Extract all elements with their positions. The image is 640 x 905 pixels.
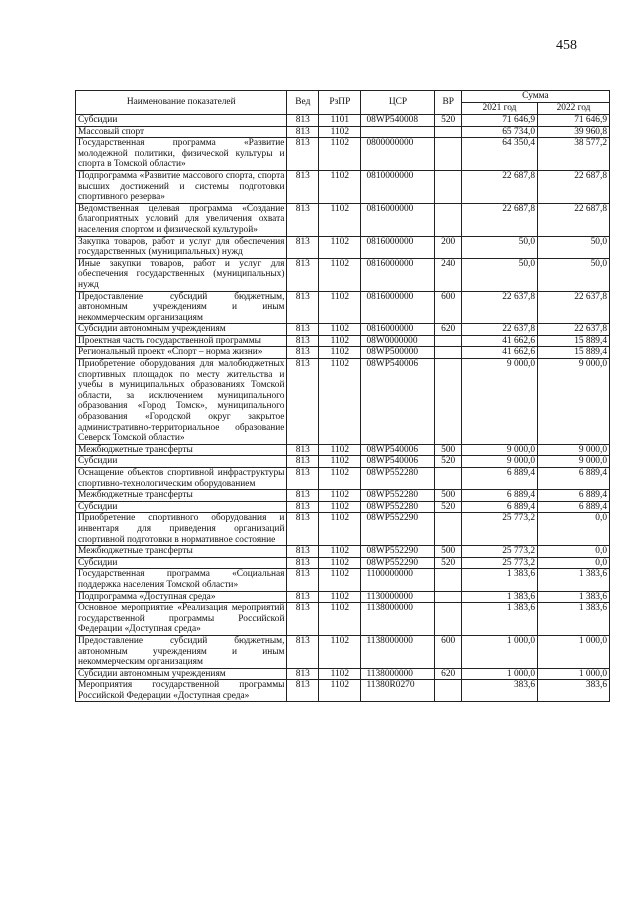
cell-sum-2022: 0,0 — [538, 557, 610, 569]
cell-sum-2021: 64 350,4 — [461, 138, 537, 171]
cell-name: Оснащение объектов спортивной инфраструктуры спортивно-технологическим оборудованием — [76, 468, 287, 490]
cell-csr: 0810000000 — [361, 170, 435, 203]
cell-vr: 520 — [435, 115, 461, 127]
cell-csr: 11380R0270 — [361, 680, 435, 702]
cell-csr: 0816000000 — [361, 236, 435, 258]
cell-name: Субсидии — [76, 115, 287, 127]
cell-rzpr: 1102 — [319, 501, 361, 513]
cell-rzpr: 1102 — [319, 203, 361, 236]
cell-name: Государственная программа «Развитие молодежной политики, физической культуры и спорта в Томской области» — [76, 138, 287, 171]
cell-sum-2021: 6 889,4 — [461, 468, 537, 490]
cell-csr: 0816000000 — [361, 291, 435, 324]
cell-sum-2021: 25 773,2 — [461, 546, 537, 558]
cell-ved: 813 — [287, 324, 319, 336]
cell-rzpr: 1102 — [319, 635, 361, 668]
cell-ved: 813 — [287, 557, 319, 569]
cell-vr: 520 — [435, 557, 461, 569]
table-row — [76, 456, 610, 468]
cell-rzpr: 1102 — [319, 170, 361, 203]
table-header — [76, 91, 610, 115]
page-number: 458 — [556, 38, 577, 53]
cell-ved: 813 — [287, 115, 319, 127]
cell-sum-2022: 6 889,4 — [538, 490, 610, 502]
table-row — [76, 236, 610, 258]
cell-sum-2022: 50,0 — [538, 236, 610, 258]
cell-sum-2021: 9 000,0 — [461, 444, 537, 456]
cell-sum-2021: 22 687,8 — [461, 170, 537, 203]
table-row — [76, 203, 610, 236]
cell-csr: 08WP540006 — [361, 444, 435, 456]
table-row — [76, 324, 610, 336]
cell-sum-2021: 6 889,4 — [461, 501, 537, 513]
cell-vr — [435, 468, 461, 490]
cell-vr: 500 — [435, 546, 461, 558]
cell-rzpr: 1101 — [319, 115, 361, 127]
cell-sum-2021: 22 637,8 — [461, 291, 537, 324]
header-vr: ВР — [435, 91, 461, 115]
table-row — [76, 115, 610, 127]
cell-name: Субсидии — [76, 557, 287, 569]
cell-rzpr: 1102 — [319, 468, 361, 490]
table-row — [76, 170, 610, 203]
table-row — [76, 138, 610, 171]
table-row — [76, 490, 610, 502]
cell-vr: 520 — [435, 456, 461, 468]
cell-sum-2022: 15 889,4 — [538, 335, 610, 347]
cell-name: Подпрограмма «Развитие массового спорта, спорта высших достижений и системы подготовки спортивного резерва» — [76, 170, 287, 203]
table-row — [76, 603, 610, 636]
cell-ved: 813 — [287, 490, 319, 502]
cell-sum-2021: 41 662,6 — [461, 335, 537, 347]
cell-csr: 0816000000 — [361, 258, 435, 291]
cell-csr: 08W0000000 — [361, 335, 435, 347]
header-sum: Сумма — [461, 91, 609, 103]
table-row — [76, 468, 610, 490]
table-row — [76, 569, 610, 591]
cell-name: Государственная программа «Социальная поддержка населения Томской области» — [76, 569, 287, 591]
cell-sum-2022: 1 000,0 — [538, 668, 610, 680]
cell-rzpr: 1102 — [319, 513, 361, 546]
cell-sum-2021: 1 000,0 — [461, 668, 537, 680]
cell-name: Субсидии — [76, 456, 287, 468]
cell-rzpr: 1102 — [319, 546, 361, 558]
cell-name: Основное мероприятие «Реализация мероприятий государственной программы Российской Федерации «Доступная среда» — [76, 603, 287, 636]
cell-ved: 813 — [287, 569, 319, 591]
cell-csr: 08WP500000 — [361, 347, 435, 359]
cell-sum-2022: 38 577,2 — [538, 138, 610, 171]
cell-sum-2022: 0,0 — [538, 546, 610, 558]
cell-rzpr: 1102 — [319, 359, 361, 445]
cell-sum-2022: 22 637,8 — [538, 324, 610, 336]
cell-ved: 813 — [287, 546, 319, 558]
cell-ved: 813 — [287, 347, 319, 359]
cell-name: Межбюджетные трансферты — [76, 490, 287, 502]
cell-sum-2022: 1 383,6 — [538, 603, 610, 636]
cell-vr — [435, 569, 461, 591]
header-csr: ЦСР — [361, 91, 435, 115]
cell-csr: 1130000000 — [361, 591, 435, 603]
header-ved: Вед — [287, 91, 319, 115]
cell-rzpr: 1102 — [319, 291, 361, 324]
table-row — [76, 635, 610, 668]
cell-csr: 0816000000 — [361, 203, 435, 236]
cell-name: Проектная часть государственной программы — [76, 335, 287, 347]
cell-sum-2021: 6 889,4 — [461, 490, 537, 502]
cell-sum-2022: 1 383,6 — [538, 591, 610, 603]
cell-name: Мероприятия государственной программы Российской Федерации «Доступная среда» — [76, 680, 287, 702]
cell-ved: 813 — [287, 291, 319, 324]
table-row — [76, 359, 610, 445]
cell-csr — [361, 126, 435, 138]
cell-csr: 08WP552290 — [361, 513, 435, 546]
cell-ved: 813 — [287, 501, 319, 513]
cell-vr: 600 — [435, 291, 461, 324]
cell-name: Массовый спорт — [76, 126, 287, 138]
cell-sum-2022: 15 889,4 — [538, 347, 610, 359]
cell-name: Приобретение спортивного оборудования и инвентаря для приведения организаций спортивной подготовки в нормативное состояние — [76, 513, 287, 546]
cell-name: Закупка товаров, работ и услуг для обеспечения государственных (муниципальных) нужд — [76, 236, 287, 258]
cell-rzpr: 1102 — [319, 680, 361, 702]
cell-ved: 813 — [287, 236, 319, 258]
cell-csr: 1138000000 — [361, 668, 435, 680]
cell-name: Предоставление субсидий бюджетным, автономным учреждениям и иным некоммерческим организациям — [76, 635, 287, 668]
cell-ved: 813 — [287, 680, 319, 702]
table-row — [76, 591, 610, 603]
cell-rzpr: 1102 — [319, 668, 361, 680]
cell-sum-2021: 9 000,0 — [461, 456, 537, 468]
cell-ved: 813 — [287, 138, 319, 171]
table-row — [76, 557, 610, 569]
cell-csr: 08WP552280 — [361, 501, 435, 513]
cell-sum-2022: 1 383,6 — [538, 569, 610, 591]
cell-vr — [435, 335, 461, 347]
cell-sum-2021: 25 773,2 — [461, 513, 537, 546]
cell-ved: 813 — [287, 456, 319, 468]
cell-sum-2021: 41 662,6 — [461, 347, 537, 359]
cell-rzpr: 1102 — [319, 490, 361, 502]
cell-csr: 08WP552280 — [361, 468, 435, 490]
cell-sum-2022: 383,6 — [538, 680, 610, 702]
cell-sum-2022: 9 000,0 — [538, 359, 610, 445]
cell-sum-2022: 1 000,0 — [538, 635, 610, 668]
cell-name: Межбюджетные трансферты — [76, 444, 287, 456]
cell-sum-2022: 50,0 — [538, 258, 610, 291]
cell-vr: 200 — [435, 236, 461, 258]
cell-name: Подпрограмма «Доступная среда» — [76, 591, 287, 603]
cell-sum-2022: 22 687,8 — [538, 203, 610, 236]
cell-rzpr: 1102 — [319, 591, 361, 603]
table-row — [76, 668, 610, 680]
cell-vr: 620 — [435, 324, 461, 336]
cell-name: Приобретение оборудования для малобюджетных спортивных площадок по месту жительства и учебы в муниципальных образованиях Томской области, за исключением муниципального образования «Город Томск», муниципального образования «Городской округ закрытое административно-территориальное образование Северск Томской области» — [76, 359, 287, 445]
cell-ved: 813 — [287, 668, 319, 680]
cell-vr — [435, 138, 461, 171]
cell-vr: 500 — [435, 444, 461, 456]
cell-name: Иные закупки товаров, работ и услуг для обеспечения государственных (муниципальных) нужд — [76, 258, 287, 291]
cell-vr — [435, 347, 461, 359]
table-row — [76, 291, 610, 324]
header-year-2022: 2022 год — [538, 103, 610, 115]
cell-csr: 08WP540008 — [361, 115, 435, 127]
cell-ved: 813 — [287, 126, 319, 138]
table-row — [76, 680, 610, 702]
cell-name: Субсидии — [76, 501, 287, 513]
cell-csr: 08WP540006 — [361, 359, 435, 445]
cell-rzpr: 1102 — [319, 236, 361, 258]
cell-ved: 813 — [287, 635, 319, 668]
cell-vr — [435, 359, 461, 445]
table-row — [76, 347, 610, 359]
cell-sum-2022: 0,0 — [538, 513, 610, 546]
header-name: Наименование показателей — [76, 91, 287, 115]
cell-csr: 08WP540006 — [361, 456, 435, 468]
cell-csr: 1138000000 — [361, 635, 435, 668]
table-row — [76, 126, 610, 138]
table-row — [76, 501, 610, 513]
cell-csr: 0800000000 — [361, 138, 435, 171]
cell-name: Субсидии автономным учреждениям — [76, 668, 287, 680]
cell-sum-2021: 1 000,0 — [461, 635, 537, 668]
cell-rzpr: 1102 — [319, 347, 361, 359]
cell-sum-2021: 50,0 — [461, 258, 537, 291]
cell-csr: 0816000000 — [361, 324, 435, 336]
cell-sum-2022: 9 000,0 — [538, 456, 610, 468]
cell-sum-2022: 39 960,8 — [538, 126, 610, 138]
cell-rzpr: 1102 — [319, 335, 361, 347]
cell-sum-2021: 71 646,9 — [461, 115, 537, 127]
cell-vr: 240 — [435, 258, 461, 291]
cell-rzpr: 1102 — [319, 444, 361, 456]
cell-vr — [435, 170, 461, 203]
cell-rzpr: 1102 — [319, 557, 361, 569]
cell-sum-2022: 9 000,0 — [538, 444, 610, 456]
cell-ved: 813 — [287, 591, 319, 603]
table-row — [76, 513, 610, 546]
cell-sum-2021: 1 383,6 — [461, 603, 537, 636]
cell-ved: 813 — [287, 170, 319, 203]
cell-sum-2021: 383,6 — [461, 680, 537, 702]
cell-csr: 08WP552290 — [361, 546, 435, 558]
cell-name: Межбюджетные трансферты — [76, 546, 287, 558]
cell-csr: 1100000000 — [361, 569, 435, 591]
cell-vr — [435, 603, 461, 636]
table-row — [76, 546, 610, 558]
cell-csr: 08WP552290 — [361, 557, 435, 569]
cell-sum-2022: 71 646,9 — [538, 115, 610, 127]
cell-rzpr: 1102 — [319, 258, 361, 291]
cell-ved: 813 — [287, 444, 319, 456]
cell-name: Предоставление субсидий бюджетным, автономным учреждениям и иным некоммерческим организациям — [76, 291, 287, 324]
table-row — [76, 444, 610, 456]
cell-sum-2021: 50,0 — [461, 236, 537, 258]
cell-sum-2022: 22 687,8 — [538, 170, 610, 203]
cell-sum-2021: 22 687,8 — [461, 203, 537, 236]
cell-ved: 813 — [287, 513, 319, 546]
table-row — [76, 335, 610, 347]
cell-ved: 813 — [287, 335, 319, 347]
cell-vr — [435, 513, 461, 546]
cell-sum-2022: 6 889,4 — [538, 501, 610, 513]
budget-table — [75, 90, 610, 702]
cell-vr — [435, 203, 461, 236]
cell-vr: 500 — [435, 490, 461, 502]
header-year-2021: 2021 год — [461, 103, 537, 115]
cell-sum-2021: 1 383,6 — [461, 569, 537, 591]
cell-name: Региональный проект «Спорт – норма жизни» — [76, 347, 287, 359]
cell-rzpr: 1102 — [319, 138, 361, 171]
cell-csr: 1138000000 — [361, 603, 435, 636]
cell-sum-2022: 6 889,4 — [538, 468, 610, 490]
cell-ved: 813 — [287, 203, 319, 236]
cell-sum-2021: 1 383,6 — [461, 591, 537, 603]
cell-name: Ведомственная целевая программа «Создание благоприятных условий для увеличения охвата населения спортом и физической культурой» — [76, 203, 287, 236]
cell-vr — [435, 126, 461, 138]
table-body — [76, 115, 610, 702]
cell-rzpr: 1102 — [319, 126, 361, 138]
cell-sum-2021: 22 637,8 — [461, 324, 537, 336]
cell-rzpr: 1102 — [319, 603, 361, 636]
cell-ved: 813 — [287, 359, 319, 445]
cell-ved: 813 — [287, 258, 319, 291]
header-rzpr: РзПР — [319, 91, 361, 115]
cell-vr — [435, 591, 461, 603]
cell-sum-2021: 25 773,2 — [461, 557, 537, 569]
cell-sum-2021: 65 734,0 — [461, 126, 537, 138]
cell-ved: 813 — [287, 603, 319, 636]
cell-csr: 08WP552280 — [361, 490, 435, 502]
cell-rzpr: 1102 — [319, 324, 361, 336]
cell-name: Субсидии автономным учреждениям — [76, 324, 287, 336]
cell-ved: 813 — [287, 468, 319, 490]
cell-vr: 600 — [435, 635, 461, 668]
cell-rzpr: 1102 — [319, 569, 361, 591]
cell-sum-2022: 22 637,8 — [538, 291, 610, 324]
cell-vr — [435, 680, 461, 702]
cell-sum-2021: 9 000,0 — [461, 359, 537, 445]
table-row — [76, 258, 610, 291]
cell-rzpr: 1102 — [319, 456, 361, 468]
cell-vr: 520 — [435, 501, 461, 513]
cell-vr: 620 — [435, 668, 461, 680]
